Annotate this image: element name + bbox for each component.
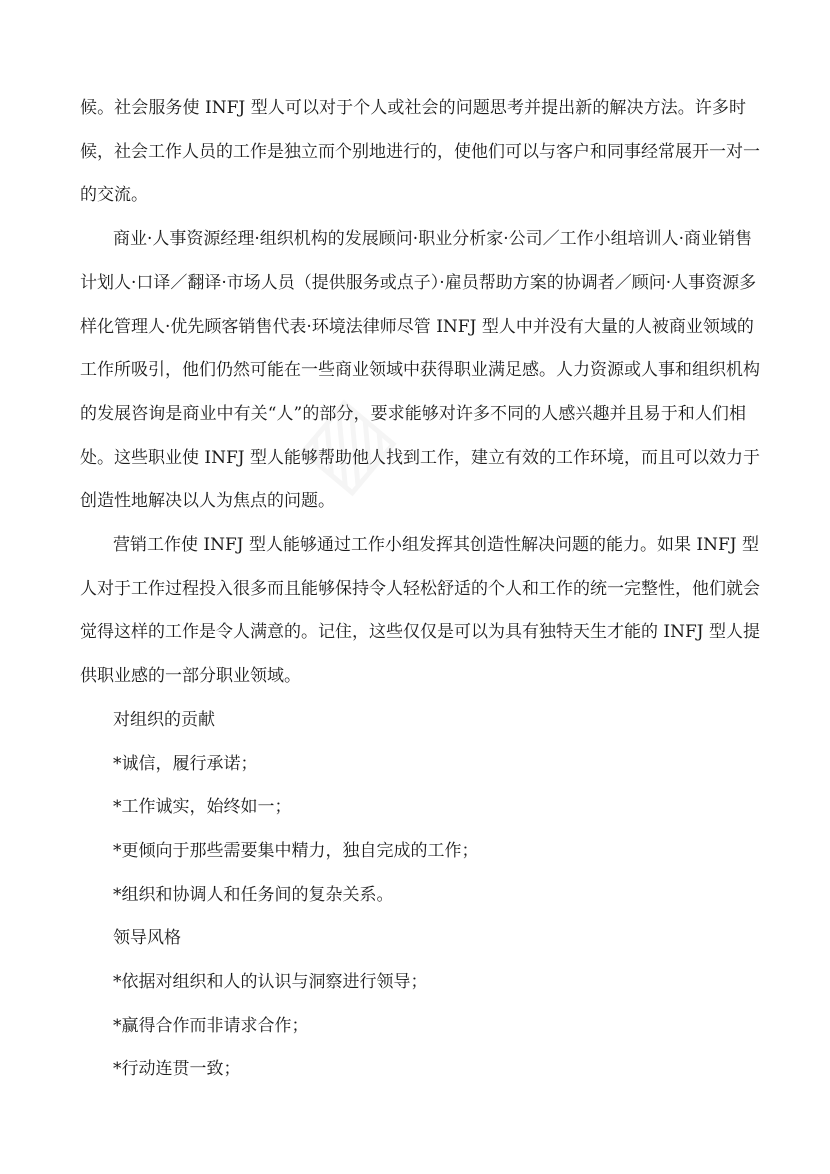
text-line: *诚信，履行承诺； xyxy=(113,753,258,774)
text-line: *依据对组织和人的认识与洞察进行领导； xyxy=(113,972,428,992)
text-line: 供职业感的一部分职业领域。 xyxy=(80,666,301,687)
text-line: *更倾向于那些需要集中精力，独自完成的工作； xyxy=(113,840,479,861)
text-line: 对组织的贡献 xyxy=(113,709,215,730)
text-line: 商业·人事资源经理·组织机构的发展顾问·职业分析家·公司／工作小组培训人·商业销售 xyxy=(113,229,753,250)
text-line: 处。这些职业使 INFJ 型人能够帮助他人找到工作，建立有效的工作环境，而且可以效力于 xyxy=(80,447,761,468)
text-line: 觉得这样的工作是令人满意的。记住，这些仅仅是可以为具有独特天生才能的 INFJ 型人提 xyxy=(80,622,761,643)
text-line: 营销工作使 INFJ 型人能够通过工作小组发挥其创造性解决问题的能力。如果 INFJ 型 xyxy=(113,535,760,555)
text-line: 候。社会服务使 INFJ 型人可以对于个人或社会的问题思考并提出新的解决方法。许多时 xyxy=(80,98,746,118)
text-line: 工作所吸引，他们仍然可能在一些商业领域中获得职业满足感。人力资源或人事和组织机构 xyxy=(80,360,760,381)
text-line: *行动连贯一致； xyxy=(113,1059,241,1080)
text-line: 领导风格 xyxy=(113,928,181,949)
text-line: 的发展咨询是商业中有关“人”的部分，要求能够对许多不同的人感兴趣并且易于和人们相 xyxy=(80,403,746,424)
text-line: 的交流。 xyxy=(80,185,148,206)
text-line: *工作诚实，始终如一； xyxy=(113,797,292,818)
text-line: 样化管理人·优先顾客销售代表·环境法律师尽管 INFJ 型人中并没有大量的人被商业领域的 xyxy=(80,316,754,337)
text-line: 候，社会工作人员的工作是独立而个别地进行的，使他们可以与客户和同事经常展开一对一 xyxy=(80,141,760,162)
text-line: *组织和协调人和任务间的复杂关系。 xyxy=(113,884,394,905)
text-line: 人对于工作过程投入很多而且能够保持令人轻松舒适的个人和工作的统一完整性，他们就会 xyxy=(80,578,760,599)
text-line: 创造性地解决以人为焦点的问题。 xyxy=(80,491,335,512)
text-line: *赢得合作而非请求合作； xyxy=(113,1015,309,1036)
text-line: 计划人·口译／翻译·市场人员（提供服务或点子）·雇员帮助方案的协调者／顾问·人事资源多 xyxy=(80,272,757,293)
